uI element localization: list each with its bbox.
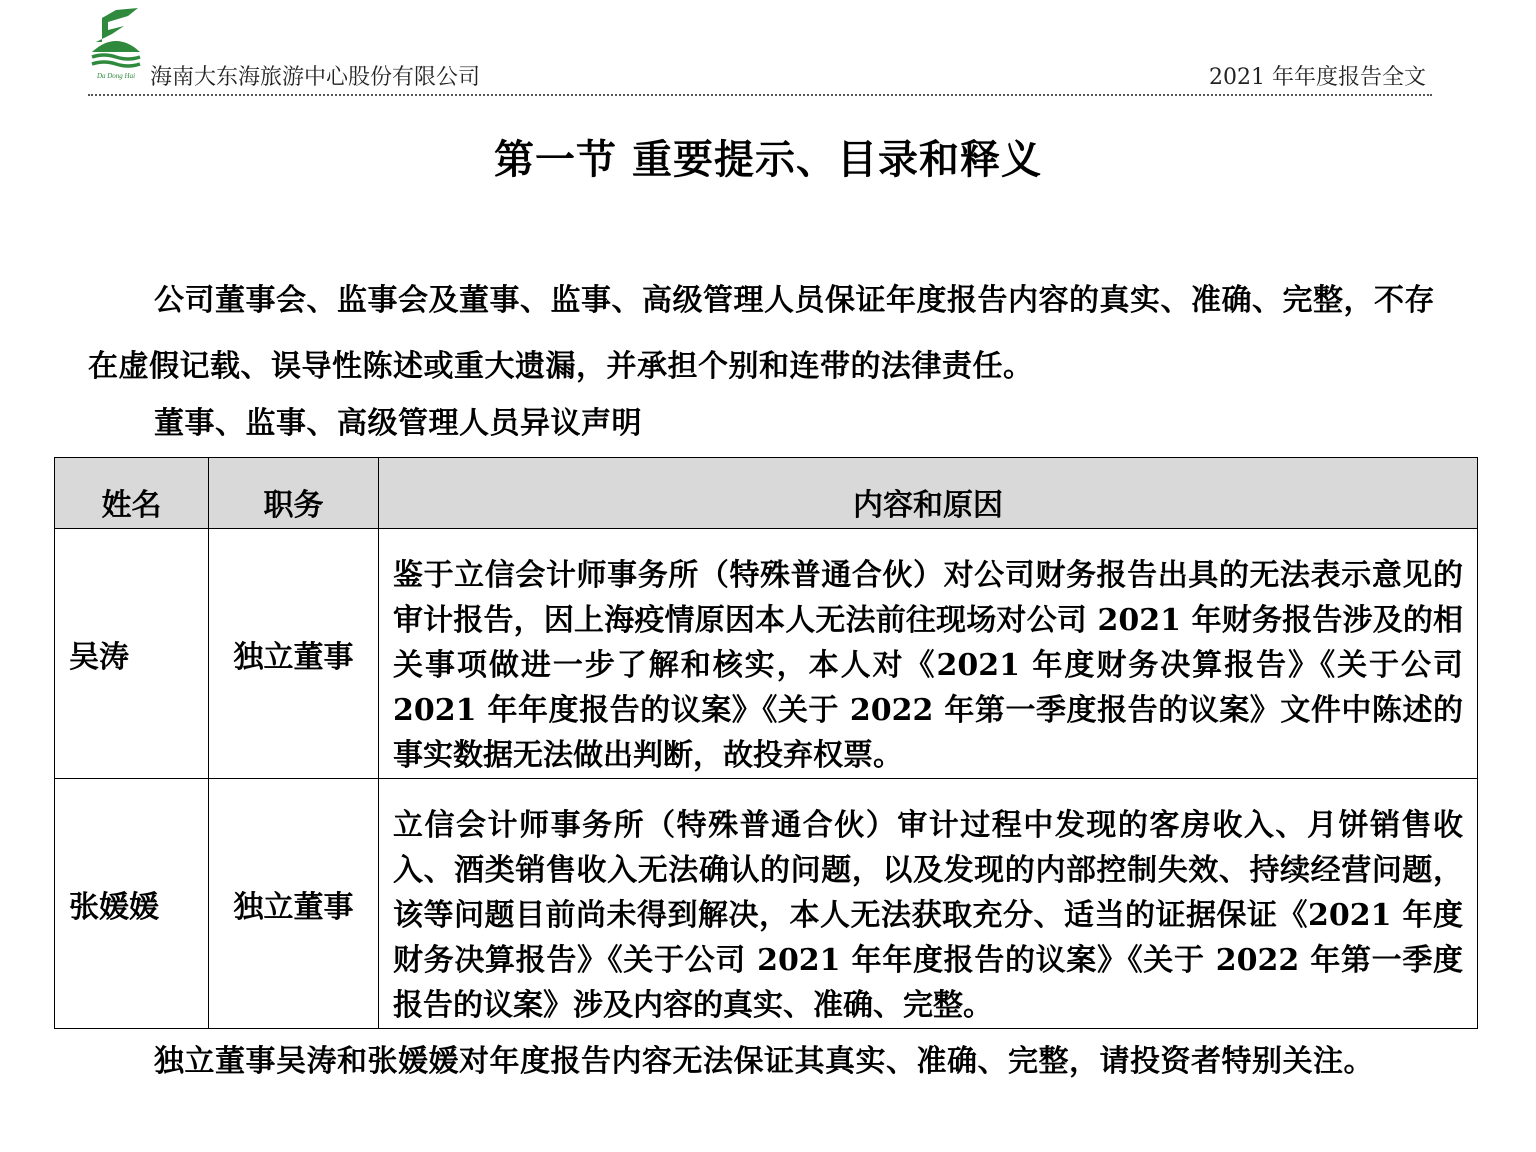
table-row xyxy=(55,779,1478,1029)
header-company-name: 海南大东海旅游中心股份有限公司 xyxy=(150,65,481,90)
logo-wordmark: Da Dong Hai xyxy=(96,72,136,80)
dissent-heading: 董事、监事、高级管理人员异议声明 xyxy=(154,406,642,441)
section-title: 第一节 重要提示、目录和释义 xyxy=(494,136,1042,183)
company-logo xyxy=(88,4,144,82)
cell-name: 吴涛 xyxy=(55,529,209,779)
closing-statement: 独立董事吴涛和张媛媛对年度报告内容无法保证其真实、准确、完整，请投资者特别关注。 xyxy=(154,1044,1374,1079)
header-divider xyxy=(88,94,1432,96)
table-row xyxy=(55,529,1478,779)
header-name: 姓名 xyxy=(55,458,209,529)
cell-reason: 立信会计师事务所（特殊普通合伙）审计过程中发现的客房收入、月饼销售收入、酒类销售收入无法确认的问题，以及发现的内部控制失效、持续经营问题，该等问题目前尚未得到解决，本人无法获取充分、适当的证据保证《2021 年度财务决算报告》《关于公司 2021 年年度报告的议案》《关于 2022 年第一季度报告的议案》涉及内容的真实、准确、完整。 xyxy=(379,779,1478,1029)
header-role: 职务 xyxy=(209,458,379,529)
cell-name: 张媛媛 xyxy=(55,779,209,1029)
cell-role: 独立董事 xyxy=(209,779,379,1029)
cell-role: 独立董事 xyxy=(209,529,379,779)
intro-statement: 公司董事会、监事会及董事、监事、高级管理人员保证年度报告内容的真实、准确、完整，不存在虚假记载、误导性陈述或重大遗漏，并承担个别和连带的法律责任。 xyxy=(88,283,1435,384)
dissent-table xyxy=(54,457,1478,1029)
header-reason: 内容和原因 xyxy=(379,458,1478,529)
cell-reason: 鉴于立信会计师事务所（特殊普通合伙）对公司财务报告出具的无法表示意见的审计报告，因上海疫情原因本人无法前往现场对公司 2021 年财务报告涉及的相关事项做进一步了解和核实，本人对《2021 年度财务决算报告》《关于公司 2021 年年度报告的议案》《关于 2022 年第一季度报告的议案》文件中陈述的事实数据无法做出判断，故投弃权票。 xyxy=(379,529,1478,779)
table-header-row xyxy=(55,458,1478,529)
header-report-title: 2021 年年度报告全文 xyxy=(1209,65,1426,90)
